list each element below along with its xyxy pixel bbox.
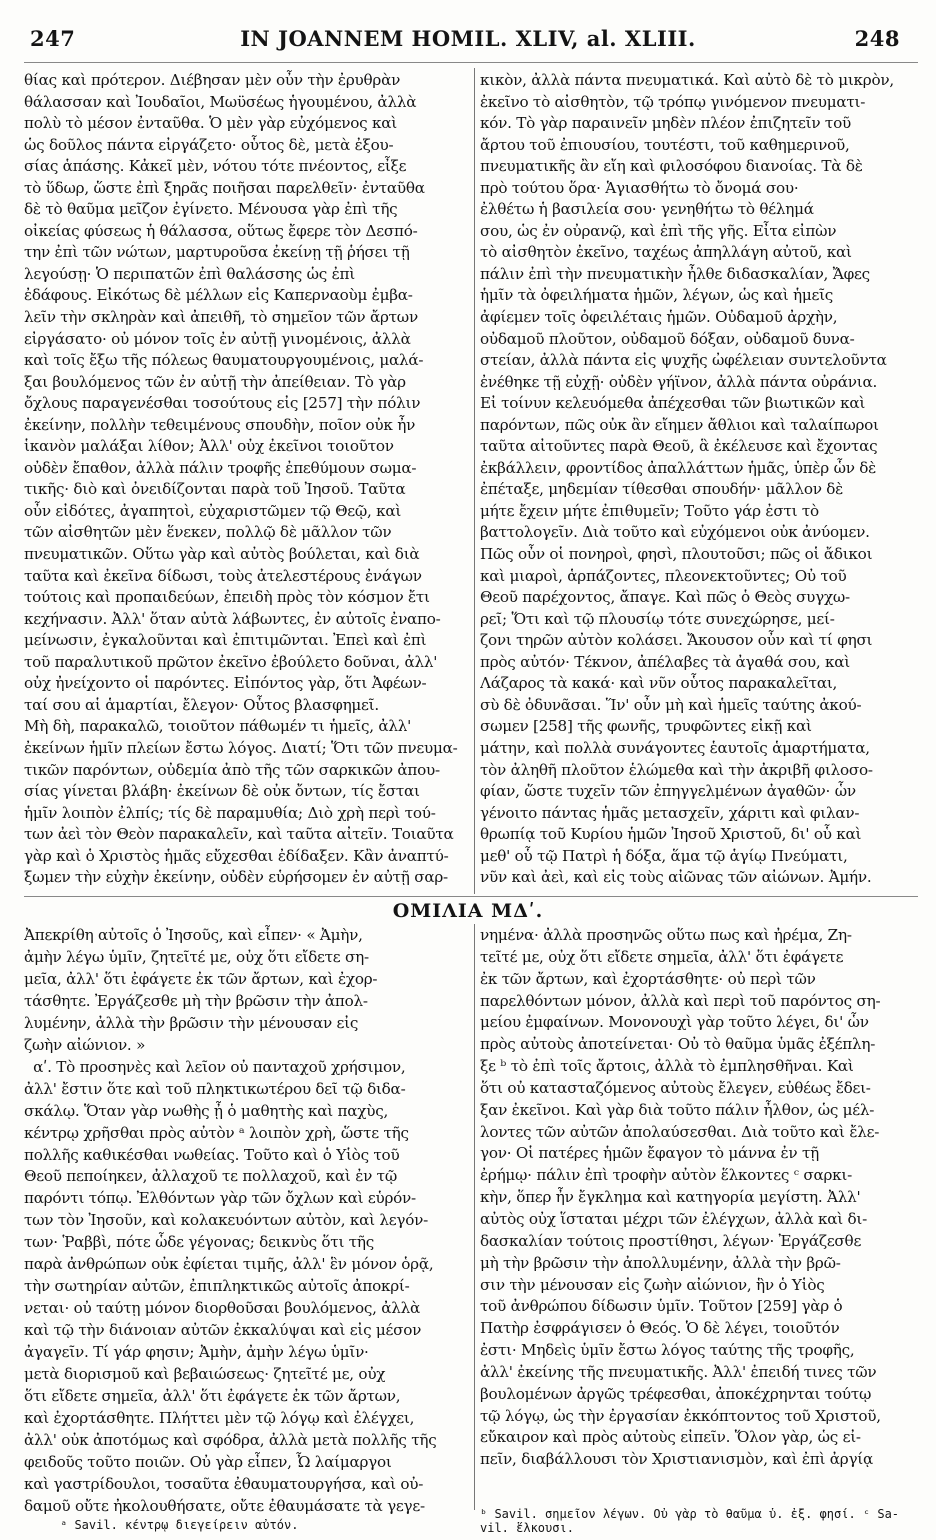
footnote-a: ᵃ Savil. κέντρῳ διεγείρειν αὐτόν. [60, 1518, 299, 1532]
page-number-right: 248 [854, 26, 900, 51]
homily-title: ΟΜΙΛΙΑ ΜΔʹ. [392, 900, 544, 922]
column-divider-bottom [474, 924, 475, 1510]
header-rule [24, 62, 918, 63]
text-column-4: νημένα· ἀλλὰ προσηνῶς οὕτω πως καὶ ἠρέμα, Ζη- τεῖτέ με, οὐχ ὅτι εἴδετε σημεῖα, ἀλλ' ὅτι ἐφάγετε ἐκ τῶν ἄρτων, καὶ ἐχορτάσθητε· οὐ περὶ τῶν παρελθόντων μόνον, ἀλλὰ καὶ περὶ τοῦ παρόντος ση- μείου ἐμφαίνων. Μονονουχὶ γὰρ τοῦτο λέγει, δι' ὧν πρὸς αὐτοὺς ἀποτείνεται· Οὐ τὸ θαῦμα ὑμᾶς ἐξέπλη- ξε ᵇ τὸ ἐπὶ τοῖς ἄρτοις, ἀλλὰ τὸ ἐμπλησθῆναι. Καὶ ὅτι οὐ κατασταζόμενος αὐτοὺς ἔλεγεν, εὐθέως ἔδει- ξαν ἐκεῖνοι. Καὶ γὰρ διὰ τοῦτο πάλιν ἦλθον, ὡς μέλ- λοντες τῶν αὐτῶν ἀπολαύσεσθαι. Διὰ τοῦτο καὶ ἔλε- γον· Οἱ πατέρες ἡμῶν ἔφαγον τὸ μάννα ἐν τῇ ἐρήμῳ· πάλιν ἐπὶ τροφὴν αὐτὸν ἕλκοντες ᶜ σαρκι- κὴν, ὅπερ ἦν ἔγκλημα καὶ κατηγορία μεγίστη. Ἀλλ' αὐτὸς οὐχ ἵσταται μέχρι τῶν ἐλέγχων, ἀλλὰ καὶ δι- δασκαλίαν τούτοις προστίθησι, λέγων· Ἐργάζεσθε μὴ τὴν βρῶσιν τὴν ἀπολλυμένην, ἀλλὰ τὴν βρῶ- σιν τὴν μένουσαν εἰς ζωὴν αἰώνιον, ἣν ὁ Υἱὸς τοῦ ἀνθρώπου δίδωσιν ὑμῖν. Τοῦτον [259] γὰρ ὁ Πατὴρ ἐσφράγισεν ὁ Θεός. Ὁ δὲ λέγει, τοιοῦτόν ἐστι· Μηδεὶς ὑμῖν ἔστω λόγος ταύτης τῆς τροφῆς, ἀλλ' ἐκείνης τῆς πνευματικῆς. Ἀλλ' ἐπειδή τινες τῶν βουλομένων ἀργῶς τρέφεσθαι, ἀποκέχρηνται τούτῳ τῷ λόγῳ, ὡς τὴν ἐργασίαν ἐκκόπτοντος τοῦ Χριστοῦ, εὔκαιρον καὶ πρὸς αὐτοὺς εἰπεῖν. Ὅλον γὰρ, ὡς εἰ- πεῖν, διαβάλλουσι τὸν Χριστιανισμὸν, καὶ ἐπὶ ἀργίᾳ [480, 926, 881, 1469]
section-rule [24, 896, 918, 897]
running-title: IN JOANNEM HOMIL. XLIV, al. XLIII. [240, 26, 696, 51]
text-column-1: θίας καὶ πρότερον. Διέβησαν μὲν οὖν τὴν ἐρυθρὰν θάλασσαν καὶ Ἰουδαῖοι, Μωϋσέως ἡγουμένου, ἀλλὰ πολὺ τὸ μέσον ἐνταῦθα. Ὁ μὲν γὰρ εὐχόμενος καὶ ὡς δοῦλος πάντα εἰργάζετο· οὗτος δὲ, μετὰ ἐξου- σίας ἁπάσης. Κἀκεῖ μὲν, νότου τότε πνέοντος, εἶξε τὸ ὕδωρ, ὥστε ἐπὶ ξηρᾶς ποιῆσαι παρελθεῖν· ἐνταῦθα δὲ τὸ θαῦμα μεῖζον ἐγίνετο. Μένουσα γὰρ ἐπὶ τῆς οἰκείας φύσεως ἡ θάλασσα, οὕτως ἔφερε τὸν Δεσπό- την ἐπὶ τῶν νώτων, μαρτυροῦσα ἐκείνῃ τῇ ῥήσει τῇ λεγούσῃ· Ὁ περιπατῶν ἐπὶ θαλάσσης ὡς ἐπὶ ἐδάφους. Εἰκότως δὲ μέλλων εἰς Καπερναοὺμ ἐμβα- λεῖν τὴν σκληρὰν καὶ ἀπειθῆ, τὸ σημεῖον τῶν ἄρτων εἰργάσατο· οὐ μόνον τοῖς ἐν αὐτῇ γινομένοις, ἀλλὰ καὶ τοῖς ἔξω τῆς πόλεως θαυματουργουμένοις, μαλά- ξαι βουλόμενος τῶν ἐν αὐτῇ τὴν ἀπείθειαν. Τὸ γὰρ ὄχλους παραγενέσθαι τοσούτους εἰς [257] τὴν πόλιν ἐκείνην, πολλὴν τεθειμένους σπουδὴν, ποῖον οὐκ ἦν ἱκανὸν μαλάξαι λίθον; Ἀλλ' οὐχ ἐκεῖνοι τοιοῦτον οὐδὲν ἔπαθον, ἀλλὰ πάλιν τροφῆς ἐπεθύμουν σωμα- τικῆς· διὸ καὶ ὀνειδίζονται παρὰ τοῦ Ἰησοῦ. Ταῦτα οὖν εἰδότες, ἀγαπητοὶ, εὐχαριστῶμεν τῷ Θεῷ, καὶ τῶν αἰσθητῶν μὲν ἕνεκεν, πολλῷ δὲ μᾶλλον τῶν πνευματικῶν. Οὕτω γὰρ καὶ αὐτὸς βούλεται, καὶ διὰ ταῦτα καὶ ἐκεῖνα δίδωσι, τοὺς ἀτελεστέρους ἐνάγων τούτοις καὶ προπαιδεύων, ἐπειδὴ πρὸς τὸν κόσμον ἔτι κεχήνασιν. Ἀλλ' ὅταν αὐτὰ λάβωντες, ἐν αὐτοῖς ἐναπο- μείνωσιν, ἐγκαλοῦνται καὶ ἐπιτιμῶνται. Ἐπεὶ καὶ ἐπὶ τοῦ παραλυτικοῦ πρῶτον ἐκεῖνο ἐβούλετο δοῦναι, ἀλλ' οὐχ ἠνείχοντο οἱ παρόντες. Εἰπόντος γὰρ, ὅτι Ἀφέων- ταί σου αἱ ἁμαρτίαι, ἔλεγον· Οὗτος βλασφημεῖ. Μὴ δὴ, παρακαλῶ, τοιοῦτον πάθωμέν τι ἡμεῖς, ἀλλ' ἐκείνων ἡμῖν πλείων ἔστω λόγος. Διατί; Ὅτι τῶν πνευμα- τικῶν παρόντων, οὐδεμία ἀπὸ τῆς τῶν σαρκικῶν ἀπου- σίας γίνεται βλάβη· ἐκείνων δὲ οὐκ ὄντων, τίς ἔσται ἡμῖν λοιπὸν ἐλπίς; τίς δὲ παραμυθία; Διὸ χρὴ περὶ τού- των ἀεὶ τὸν Θεὸν παρακαλεῖν, καὶ ταῦτα αἰτεῖν. Τοιαῦτα γὰρ καὶ ὁ Χριστὸς ἡμᾶς εὔχεσθαι ἐδίδαξεν. Κἂν ἀναπτύ- ξωμεν τὴν εὐχὴν ἐκείνην, οὐδὲν εὑρήσομεν ἐν αὐτῇ σαρ- [24, 71, 458, 887]
page-number-left: 247 [30, 26, 76, 51]
column-divider-top [474, 68, 475, 894]
text-column-3: Ἀπεκρίθη αὐτοῖς ὁ Ἰησοῦς, καὶ εἶπεν· « Ἀμὴν, ἀμὴν λέγω ὑμῖν, ζητεῖτέ με, οὐχ ὅτι εἴδετε ση- μεῖα, ἀλλ' ὅτι ἐφάγετε ἐκ τῶν ἄρτων, καὶ ἐχορ- τάσθητε. Ἐργάζεσθε μὴ τὴν βρῶσιν τὴν ἀπολ- λυμένην, ἀλλὰ τὴν βρῶσιν τὴν μένουσαν εἰς ζωὴν αἰώνιον. » αʹ. Τὸ προσηνὲς καὶ λεῖον οὐ πανταχοῦ χρήσιμον, ἀλλ' ἔστιν ὅτε καὶ τοῦ πληκτικωτέρου δεῖ τῷ διδα- σκάλῳ. Ὅταν γὰρ νωθὴς ᾖ ὁ μαθητὴς καὶ παχὺς, κέντρῳ χρῆσθαι πρὸς αὐτὸν ᵃ λοιπὸν χρὴ, ὥστε τῆς πολλῆς καθικέσθαι νωθείας. Τοῦτο καὶ ὁ Υἱὸς τοῦ Θεοῦ πεποίηκεν, ἀλλαχοῦ τε πολλαχοῦ, καὶ ἐν τῷ παρόντι τόπῳ. Ἐλθόντων γὰρ τῶν ὄχλων καὶ εὑρόν- των τὸν Ἰησοῦν, καὶ κολακευόντων αὐτὸν, καὶ λεγόν- των· Ῥαββὶ, πότε ὧδε γέγονας; δεικνὺς ὅτι τῆς παρὰ ἀνθρώπων οὐκ ἐφίεται τιμῆς, ἀλλ' ἓν μόνον ὁρᾷ, τὴν σωτηρίαν αὐτῶν, ἐπιπληκτικῶς αὐτοῖς ἀποκρί- νεται· οὐ ταύτῃ μόνον διορθοῦσαι βουλόμενος, ἀλλὰ καὶ τῷ τὴν διάνοιαν αὐτῶν ἐκκαλύψαι καὶ εἰς μέσον ἀγαγεῖν. Τί γάρ φησιν; Ἀμὴν, ἀμὴν λέγω ὑμῖν· μετὰ διορισμοῦ καὶ βεβαιώσεως· ζητεῖτέ με, οὐχ ὅτι εἴδετε σημεῖα, ἀλλ' ὅτι ἐφάγετε ἐκ τῶν ἄρτων, καὶ ἐχορτάσθητε. Πλήττει μὲν τῷ λόγῳ καὶ ἐλέγχει, ἀλλ' οὐκ ἀποτόμως καὶ σφόδρα, ἀλλὰ μετὰ πολλῆς τῆς φειδοῦς τοῦτο ποιῶν. Οὐ γὰρ εἶπεν, Ὦ λαίμαργοι καὶ γαστρίδουλοι, τοσαῦτα ἐθαυματουργήσα, καὶ οὐ- δαμοῦ οὔτε ἠκολουθήσατε, οὔτε ἐθαυμάσατε τὰ γεγε- [24, 926, 437, 1515]
footnote-b-c: ᵇ Savil. σημεῖον λέγων. Οὐ γὰρ τὸ θαῦμα ὑ. ἐξ. φησί. ᶜ Sa- vil. ἕλκουσι. [480, 1507, 900, 1535]
text-column-2: κικὸν, ἀλλὰ πάντα πνευματικά. Καὶ αὐτὸ δὲ τὸ μικρὸν, ἐκεῖνο τὸ αἰσθητὸν, τῷ τρόπῳ γινόμενον πνευματι- κόν. Τὸ γὰρ παραινεῖν μηδὲν πλέον ἐπιζητεῖν τοῦ ἄρτου τοῦ ἐπιουσίου, τουτέστι, τοῦ καθημερινοῦ, πνευματικῆς ἂν εἴη καὶ φιλοσόφου διανοίας. Τὰ δὲ πρὸ τούτου ὅρα· Ἁγιασθήτω τὸ ὄνομά σου· ἐλθέτω ἡ βασιλεία σου· γενηθήτω τὸ θέλημά σου, ὡς ἐν οὐρανῷ, καὶ ἐπὶ τῆς γῆς. Εἶτα εἰπὼν τὸ αἰσθητὸν ἐκεῖνο, ταχέως ἀπηλλάγη αὐτοῦ, καὶ πάλιν ἐπὶ τὴν πνευματικὴν ἦλθε διδασκαλίαν, Ἄφες ἡμῖν τὰ ὀφειλήματα ἡμῶν, λέγων, ὡς καὶ ἡμεῖς ἀφίεμεν τοῖς ὀφειλέταις ἡμῶν. Οὐδαμοῦ ἀρχὴν, οὐδαμοῦ πλοῦτον, οὐδαμοῦ δόξαν, οὐδαμοῦ δυνα- στείαν, ἀλλὰ πάντα εἰς ψυχῆς ὠφέλειαν συντελοῦντα ἐνέθηκε τῇ εὐχῇ· οὐδὲν γήϊνον, ἀλλὰ πάντα οὐράνια. Εἰ τοίνυν κελευόμεθα ἀπέχεσθαι τῶν βιωτικῶν καὶ παρόντων, πῶς οὐκ ἂν εἴημεν ἄθλιοι καὶ ταλαίπωροι ταῦτα αἰτοῦντες παρὰ Θεοῦ, ἃ ἐκέλευσε καὶ ἔχοντας ἐκβάλλειν, φροντίδος ἀπαλλάττων ἡμᾶς, ὑπὲρ ὧν δὲ ἐπέταξε, μηδεμίαν τίθεσθαι σπουδήν· μᾶλλον δὲ μήτε ἔχειν μήτε ἐπιθυμεῖν; Τοῦτο γάρ ἐστι τὸ βαττολογεῖν. Διὰ τοῦτο καὶ εὐχόμενοι οὐκ ἀνύομεν. Πῶς οὖν οἱ πονηροὶ, φησὶ, πλουτοῦσι; πῶς οἱ ἄδικοι καὶ μιαροὶ, ἁρπάζοντες, πλεονεκτοῦντες; Οὐ τοῦ Θεοῦ παρέχοντος, ἄπαγε. Καὶ πῶς ὁ Θεὸς συγχω- ρεῖ; Ὅτι καὶ τῷ πλουσίῳ τότε συνεχώρησε, μεί- ζονι τηρῶν αὐτὸν κολάσει. Ἄκουσον οὖν καὶ τί φησι πρὸς αὐτόν· Τέκνον, ἀπέλαβες τὰ ἀγαθά σου, καὶ Λάζαρος τὰ κακά· καὶ νῦν οὗτος παρακαλεῖται, σὺ δὲ ὀδυνᾶσαι. Ἵν' οὖν μὴ καὶ ἡμεῖς ταύτης ἀκού- σωμεν [258] τῆς φωνῆς, τρυφῶντες εἰκῇ καὶ μάτην, καὶ πολλὰ συνάγοντες ἑαυτοῖς ἁμαρτήματα, τὸν ἀληθῆ πλοῦτον ἑλώμεθα καὶ τὴν ἀκριβῆ φιλοσο- φίαν, ὥστε τυχεῖν τῶν ἐπηγγελμένων ἀγαθῶν· ὧν γένοιτο πάντας ἡμᾶς μετασχεῖν, χάριτι καὶ φιλαν- θρωπίᾳ τοῦ Κυρίου ἡμῶν Ἰησοῦ Χριστοῦ, δι' οὗ καὶ μεθ' οὗ τῷ Πατρὶ ἡ δόξα, ἅμα τῷ ἁγίῳ Πνεύματι, νῦν καὶ ἀεὶ, καὶ εἰς τοὺς αἰῶνας τῶν αἰώνων. Ἀμήν. [480, 71, 894, 887]
